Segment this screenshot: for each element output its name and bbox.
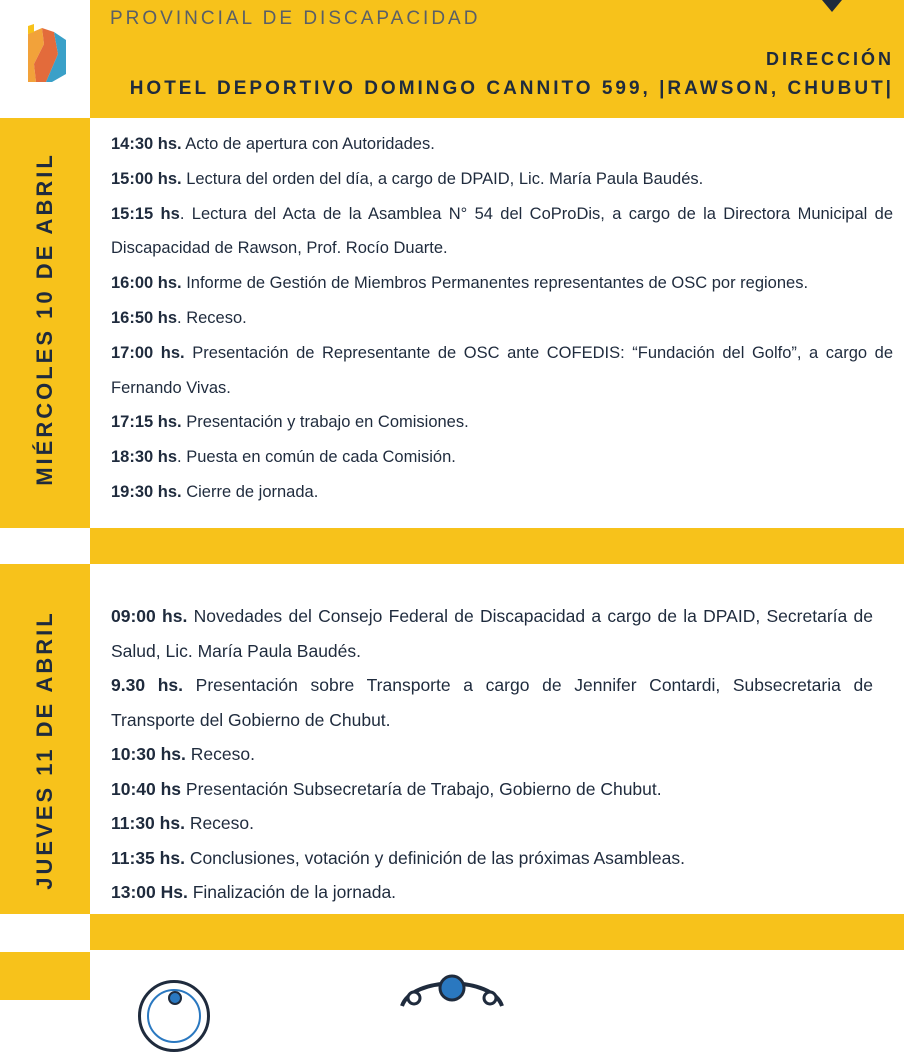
schedule-entry xyxy=(111,266,893,301)
schedule-entry xyxy=(111,599,873,668)
day-band-thursday xyxy=(0,564,90,914)
entry-time: 09:00 hs. xyxy=(111,606,188,626)
separator-band xyxy=(90,914,904,950)
entry-text: Lectura del orden del día, a cargo de DPAID, Lic. María Paula Baudés. xyxy=(181,169,704,188)
entry-time: 16:50 hs xyxy=(111,308,178,327)
entry-text: . Puesta en común de cada Comisión. xyxy=(177,448,456,467)
location-marker-icon xyxy=(822,0,842,12)
entry-text: Novedades del Consejo Federal de Discapacidad a cargo de la DPAID, Secretaría de Salud, Lic. María Paula Baudés. xyxy=(111,606,874,661)
day-label-thursday: JUEVES 11 DE ABRIL xyxy=(32,610,57,890)
entry-time: 17:15 hs. xyxy=(111,413,182,432)
schedule-entry xyxy=(111,197,893,267)
schedule-entry xyxy=(111,772,873,807)
schedule-thursday xyxy=(111,599,873,910)
entry-text: Finalización de la jornada. xyxy=(187,882,397,902)
entry-text: Acto de apertura con Autoridades. xyxy=(181,135,435,153)
footer-band xyxy=(0,952,90,1000)
entry-time: 10:40 hs xyxy=(111,778,182,799)
schedule-entry xyxy=(111,806,873,841)
entry-time: 14:30 hs. xyxy=(111,135,182,153)
people-network-icon xyxy=(392,966,512,1026)
day-label-wednesday: MIÉRCOLES 10 DE ABRIL xyxy=(32,152,57,486)
entry-text: Presentación y trabajo en Comisiones. xyxy=(181,413,469,432)
entry-time: 9.30 hs. xyxy=(111,675,184,695)
entry-text: Receso. xyxy=(184,813,255,833)
entry-text: Conclusiones, votación y definición de las próximas Asambleas. xyxy=(184,847,685,868)
entry-time: 15:00 hs. xyxy=(111,169,182,188)
entry-time: 10:30 hs. xyxy=(111,744,186,764)
entry-text: Cierre de jornada. xyxy=(181,482,319,501)
person-circle-icon xyxy=(138,980,210,1052)
schedule-entry xyxy=(111,668,873,737)
schedule-entry xyxy=(111,737,873,772)
entry-time: 18:30 hs xyxy=(111,448,178,467)
entry-text: . Receso. xyxy=(177,308,247,327)
entry-time: 13:00 Hs. xyxy=(111,882,188,902)
schedule-entry xyxy=(111,405,893,440)
entry-text: Receso. xyxy=(185,744,255,764)
schedule-entry xyxy=(111,841,873,876)
schedule-wednesday xyxy=(111,127,893,510)
entry-time: 16:00 hs. xyxy=(111,274,182,293)
header-subtitle: PROVINCIAL DE DISCAPACIDAD xyxy=(110,8,481,29)
entry-text: Informe de Gestión de Miembros Permanentes representantes de OSC por regiones. xyxy=(181,274,809,293)
logo-icon xyxy=(24,24,68,86)
entry-time: 17:00 hs. xyxy=(111,343,185,362)
ring xyxy=(147,989,201,1043)
entry-text: Presentación Subsecretaría de Trabajo, Gobierno de Chubut. xyxy=(181,778,662,799)
entry-text: Presentación de Representante de OSC ante COFEDIS: “Fundación del Golfo”, a cargo de Fernando Vivas. xyxy=(111,343,894,397)
entry-text: Presentación sobre Transporte a cargo de Jennifer Contardi, Subsecretaria de Transporte del Gobierno de Chubut. xyxy=(111,675,873,730)
day-band-wednesday xyxy=(0,118,90,528)
entry-time: 11:35 hs. xyxy=(111,847,185,868)
schedule-entry xyxy=(111,875,873,910)
address-label: DIRECCIÓN xyxy=(765,49,894,69)
separator-band xyxy=(90,528,904,564)
address-value: HOTEL DEPORTIVO DOMINGO CANNITO 599, |RAWSON, CHUBUT| xyxy=(129,78,894,99)
logo-panel xyxy=(0,0,90,118)
entry-time: 15:15 hs xyxy=(111,204,180,223)
entry-time: 19:30 hs. xyxy=(111,482,182,501)
schedule-entry xyxy=(111,162,893,197)
schedule-entry xyxy=(111,127,893,162)
schedule-entry xyxy=(111,301,893,336)
entry-text: . Lectura del Acta de la Asamblea N° 54 del CoProDis, a cargo de la Directora Municipal de Discapacidad de Rawson, Prof. Rocío Duarte. xyxy=(111,204,893,258)
entry-time: 11:30 hs. xyxy=(111,813,185,833)
schedule-entry xyxy=(111,336,893,406)
schedule-entry xyxy=(111,440,893,475)
schedule-entry xyxy=(111,475,893,510)
